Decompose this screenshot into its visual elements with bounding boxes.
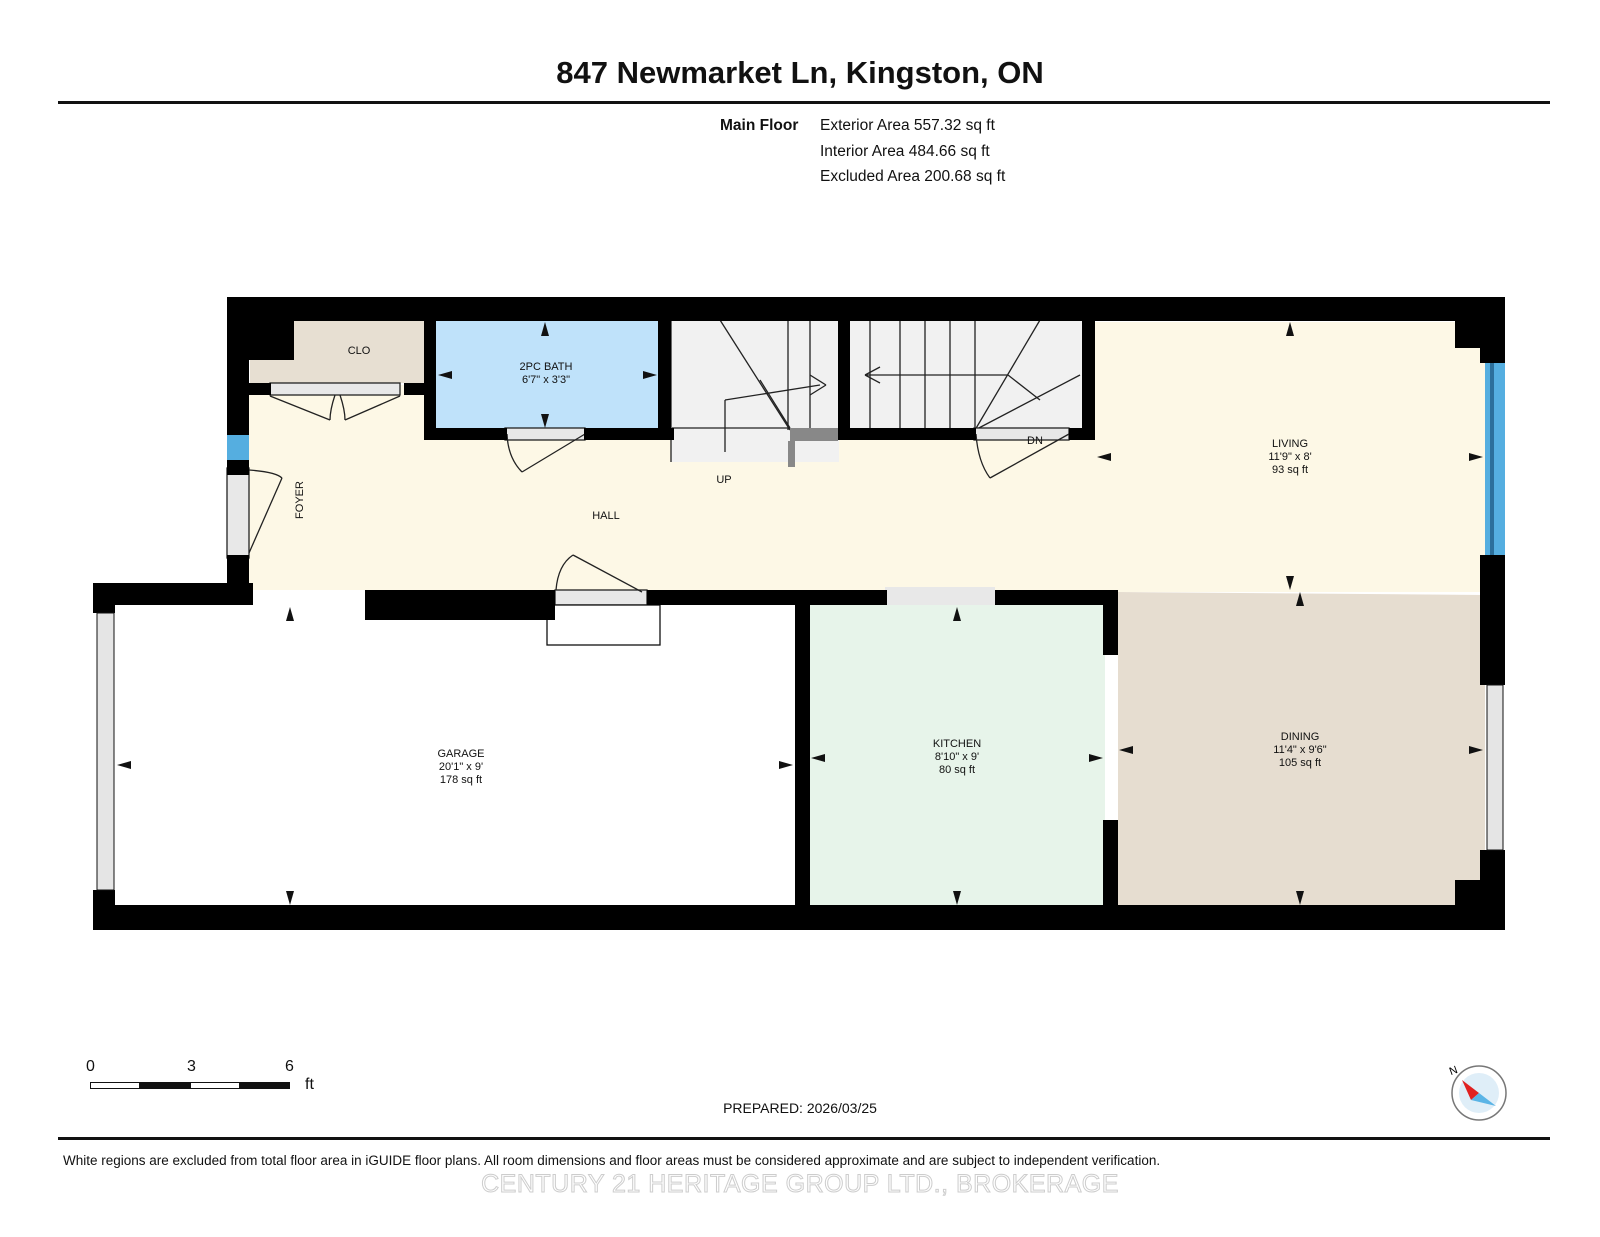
up-label: UP <box>716 474 732 486</box>
garage-dims: 20'1" x 9' <box>438 761 484 773</box>
bath-dims: 6'7" x 3'3" <box>521 374 571 386</box>
foyer-label: FOYER <box>294 481 306 519</box>
disclaimer-note: White regions are excluded from total floor area in iGUIDE floor plans. All room dimensions and floor areas must be considered approximate and are subject to independent verification. <box>63 1153 1161 1168</box>
scale-tick-6: 6 <box>285 1058 294 1075</box>
compass-north-label: N <box>1448 1064 1460 1079</box>
scale-unit: ft <box>305 1076 314 1093</box>
living-label: LIVING <box>1271 438 1309 450</box>
stairs-down-area <box>850 320 1082 440</box>
dining-area: 105 sq ft <box>1278 757 1322 769</box>
scale-tick-3: 3 <box>187 1058 196 1075</box>
north-compass-icon <box>1448 1062 1510 1124</box>
clo-label: CLO <box>347 345 371 357</box>
stair-landing <box>790 428 838 441</box>
exterior-area: Exterior Area 557.32 sq ft <box>820 117 995 134</box>
window-frame <box>1490 363 1494 555</box>
dining-label: DINING <box>1280 731 1320 743</box>
window <box>1485 363 1505 555</box>
living-dims: 11'9" x 8' <box>1268 451 1312 463</box>
bottom-divider <box>58 1137 1550 1140</box>
stair-newel <box>788 441 795 467</box>
bath-label: 2PC BATH <box>519 361 573 373</box>
interior-area: Interior Area 484.66 sq ft <box>820 142 990 160</box>
dining-dims: 11'4" x 9'6" <box>1273 744 1327 756</box>
dn-label: DN <box>1027 435 1043 447</box>
living-area: 93 sq ft <box>1271 464 1309 476</box>
kitchen-dims: 8'10" x 9' <box>934 751 980 763</box>
kitchen-label: KITCHEN <box>932 738 982 750</box>
garage-area: 178 sq ft <box>439 774 483 786</box>
brokerage-watermark: CENTURY 21 HERITAGE GROUP LTD., BROKERAGE <box>481 1170 1119 1198</box>
kitchen-area: 80 sq ft <box>938 764 976 776</box>
window <box>227 435 249 460</box>
garage-label: GARAGE <box>437 748 485 760</box>
patio-door <box>1487 685 1503 850</box>
excluded-area: Excluded Area 200.68 sq ft <box>820 168 1006 185</box>
garage-door <box>97 613 114 890</box>
floor-name: Main Floor <box>720 117 799 134</box>
scale-tick-0: 0 <box>86 1058 95 1075</box>
prepared-date: PREPARED: 2026/03/25 <box>723 1100 877 1116</box>
plan-title: 847 Newmarket Ln, Kingston, ON <box>556 55 1044 90</box>
hall-label: HALL <box>592 510 620 522</box>
